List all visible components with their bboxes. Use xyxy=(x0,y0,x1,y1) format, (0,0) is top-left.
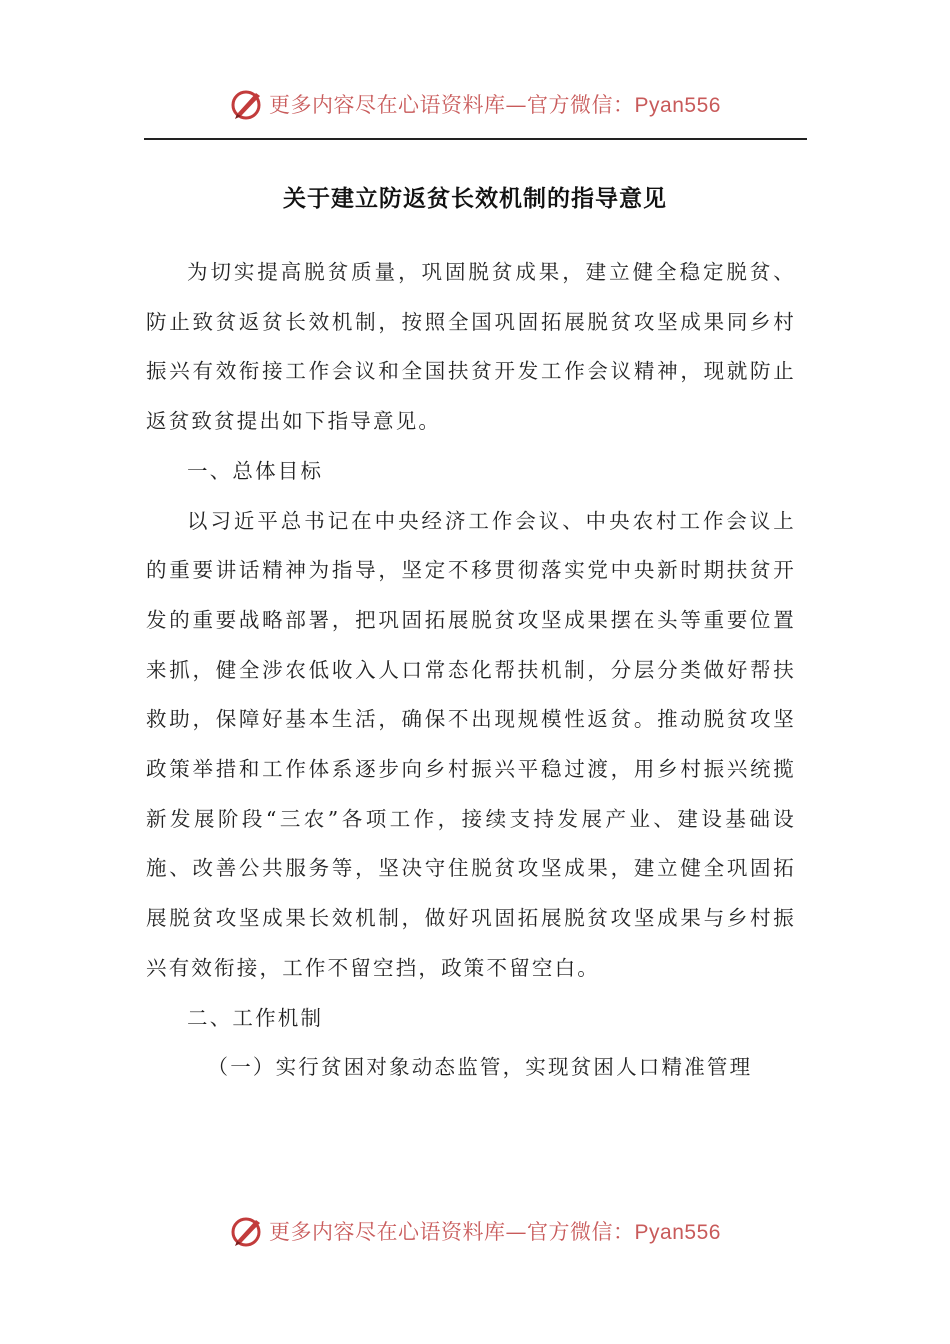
paragraph-overall-goal: 以习近平总书记在中央经济工作会议、中央农村工作会议上的重要讲话精神为指导，坚定不移贯彻落实党中央新时期扶贫开发的重要战略部署，把巩固拓展脱贫攻坚成果摆在头等重要位置来抓，健全涉农低收入人口常态化帮扶机制，分层分类做好帮扶救助，保障好基本生活，确保不出现规模性返贫。推动脱贫攻坚政策举措和工作体系逐步向乡村振兴平稳过渡，用乡村振兴统揽新发展阶段“三农”各项工作，接续支持发展产业、建设基础设施、改善公共服务等，坚决守住脱贫攻坚成果，建立健全巩固拓展脱贫攻坚成果长效机制，做好巩固拓展脱贫攻坚成果与乡村振兴有效衔接，工作不留空挡，政策不留空白。 xyxy=(146,508,796,980)
watermark-banner-bottom xyxy=(0,1211,950,1251)
section-heading-2: 二、工作机制 xyxy=(187,1005,324,1030)
section-heading-1: 一、总体目标 xyxy=(187,458,324,483)
document-title: 关于建立防返贫长效机制的指导意见 xyxy=(283,185,667,212)
watermark-wechat-id: Pyan556 xyxy=(634,94,721,117)
watermark-wechat-id: Pyan556 xyxy=(634,1221,721,1244)
pen-logo-icon xyxy=(229,86,265,122)
document-body xyxy=(146,248,796,1093)
subsection-heading-1: （一）实行贫困对象动态监管，实现贫困人口精准管理 xyxy=(207,1055,753,1080)
watermark-text xyxy=(269,89,721,119)
watermark-text-cn: 更多内容尽在心语资料库—官方微信： xyxy=(269,1220,635,1244)
watermark-text xyxy=(269,1216,721,1246)
header-divider xyxy=(144,138,807,140)
paragraph-intro: 为切实提高脱贫质量，巩固脱贫成果，建立健全稳定脱贫、防止致贫返贫长效机制，按照全国巩固拓展脱贫攻坚成果同乡村振兴有效衔接工作会议和全国扶贫开发工作会议精神，现就防止返贫致贫提出如下指导意见。 xyxy=(146,260,796,434)
watermark-text-cn: 更多内容尽在心语资料库—官方微信： xyxy=(269,93,635,117)
pen-logo-icon xyxy=(229,1213,265,1249)
watermark-banner-top xyxy=(0,84,950,124)
